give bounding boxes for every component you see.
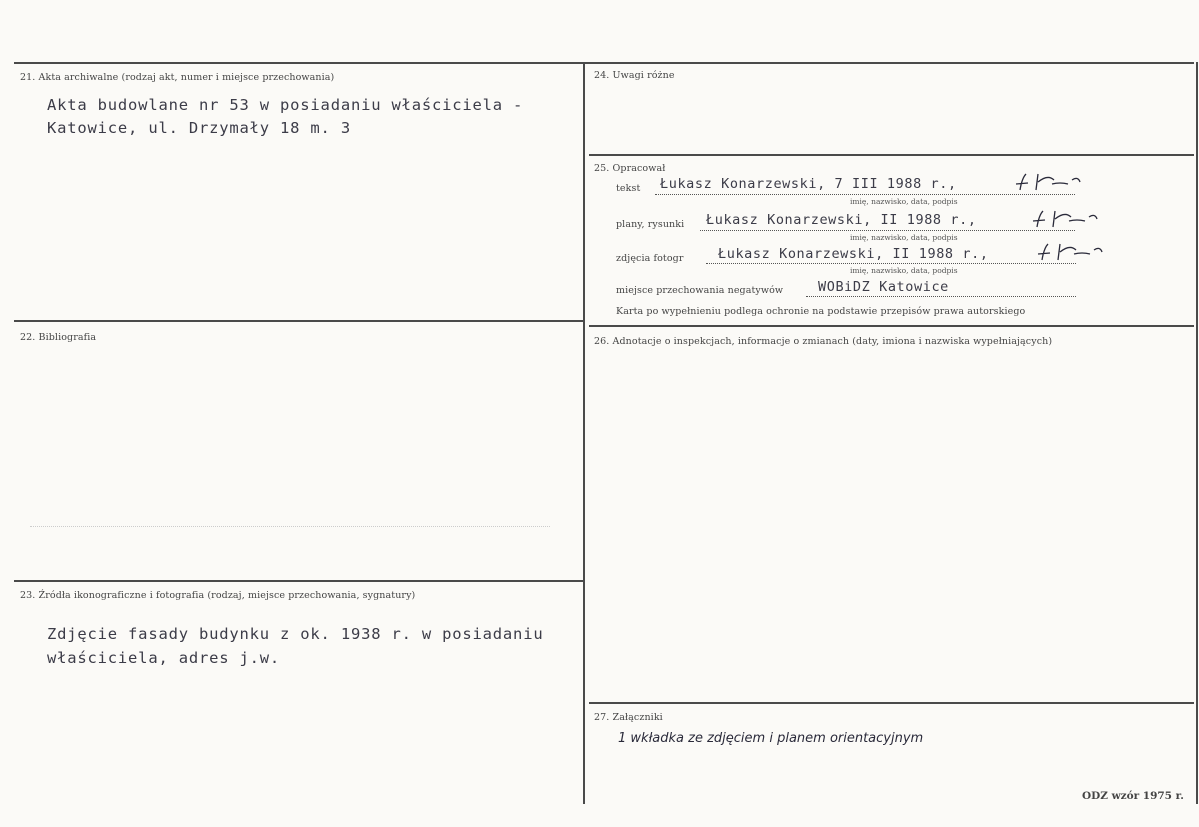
rule-22-23	[14, 580, 583, 582]
s27-handwritten-value: 1 wkładka ze zdjęciem i planem orientacyjnym	[618, 731, 924, 746]
s22-faint-line	[30, 526, 550, 527]
s25-tekst-label: tekst	[616, 183, 641, 194]
s23-text-line2: właściciela, adres j.w.	[47, 649, 281, 667]
s23-label: 23. Źródła ikonograficzne i fotografia (rodzaj, miejsce przechowania, sygnatury)	[20, 590, 416, 601]
rule-26-27	[589, 702, 1194, 704]
s24-label: 24. Uwagi różne	[594, 70, 675, 81]
s21-label: 21. Akta archiwalne (rodzaj akt, numer i miejsce przechowania)	[20, 72, 335, 83]
s25-plany-sub: imię, nazwisko, data, podpis	[850, 233, 958, 242]
s25-label: 25. Opracował	[594, 163, 666, 174]
s26-label: 26. Adnotacje o inspekcjach, informacje o zmianach (daty, imiona i nazwiska wypełniających)	[594, 336, 1053, 347]
s25-negatywy-label: miejsce przechowania negatywów	[616, 285, 784, 296]
s25-tekst-underline	[655, 194, 1075, 195]
s23-text-line1: Zdjęcie fasady budynku z ok. 1938 r. w posiadaniu	[47, 625, 544, 643]
center-divider	[583, 62, 585, 804]
signature-mark	[1008, 170, 1088, 194]
s25-negatywy-value: WOBiDZ Katowice	[818, 279, 949, 295]
s22-label: 22. Bibliografia	[20, 332, 97, 343]
rule-24-25	[589, 154, 1194, 156]
s25-tekst-sub: imię, nazwisko, data, podpis	[850, 197, 958, 206]
top-rule	[14, 62, 1194, 64]
s25-zdjecia-underline	[706, 263, 1076, 264]
s21-text-line2: Katowice, ul. Drzymały 18 m. 3	[47, 119, 351, 137]
s25-negatywy-underline	[806, 296, 1076, 297]
s27-label: 27. Załączniki	[594, 712, 663, 723]
s25-copyright: Karta po wypełnieniu podlega ochronie na podstawie przepisów prawa autorskiego	[616, 306, 1026, 317]
form-footer: ODZ wzór 1975 r.	[1082, 790, 1184, 802]
signature-mark	[1025, 207, 1105, 231]
s25-zdjecia-sub: imię, nazwisko, data, podpis	[850, 266, 958, 275]
s25-tekst-value: Łukasz Konarzewski, 7 III 1988 r.,	[660, 176, 957, 192]
s25-plany-label: plany, rysunki	[616, 219, 685, 230]
s25-plany-underline	[700, 230, 1075, 231]
right-edge	[1196, 62, 1198, 804]
s25-zdjecia-value: Łukasz Konarzewski, II 1988 r.,	[718, 246, 989, 262]
s25-plany-value: Łukasz Konarzewski, II 1988 r.,	[706, 212, 977, 228]
signature-mark	[1030, 240, 1110, 264]
rule-25-26	[589, 325, 1194, 327]
rule-21-22	[14, 320, 583, 322]
s25-zdjecia-label: zdjęcia fotogr	[616, 253, 684, 264]
s21-text-line1: Akta budowlane nr 53 w posiadaniu właściciela -	[47, 96, 524, 114]
